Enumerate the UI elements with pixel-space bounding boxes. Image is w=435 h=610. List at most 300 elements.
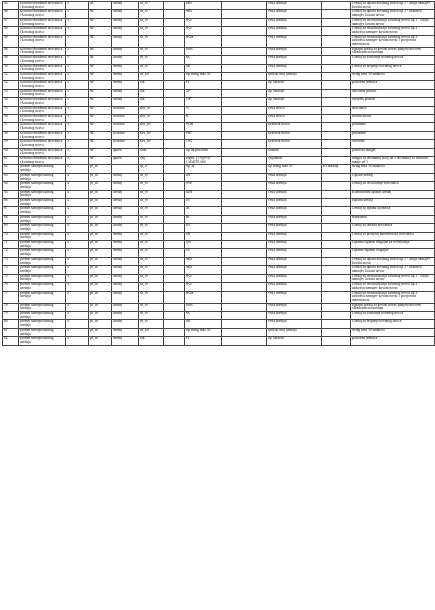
cell-d: ur_vr — [139, 35, 164, 47]
cell-c: uredaj — [112, 98, 139, 106]
cell-g — [222, 56, 267, 64]
cell-opis: promet samoposluznog uredaja — [19, 274, 66, 282]
cell-j: Uredaj za obradu novcanica — [351, 224, 435, 232]
cell-j: Uredaj za brojanje kovanog novca — [351, 64, 435, 72]
cell-i — [322, 72, 351, 80]
cell-g — [222, 199, 267, 207]
cell-opis: promet samoposluznog uredaja — [19, 312, 66, 320]
cell-g — [222, 312, 267, 320]
cell-g — [222, 98, 267, 106]
cell-a: 4 — [66, 320, 89, 328]
cell-a: 3 — [66, 10, 89, 18]
cell-f: PJ — [185, 81, 222, 89]
cell-j: poslovna jedinica — [351, 337, 435, 345]
cell-d: vrij — [139, 157, 164, 165]
table-row — [3, 35, 435, 47]
cell-num: 56. — [3, 114, 19, 122]
cell-d: ur_vr — [139, 27, 164, 35]
cell-i — [322, 81, 351, 89]
cell-f: sK — [185, 312, 222, 320]
cell-b: ab — [89, 98, 112, 106]
cell-e — [164, 157, 185, 165]
cell-a: 4 — [66, 283, 89, 291]
cell-c: kolicina — [112, 140, 139, 148]
cell-c: uredaj — [112, 173, 139, 181]
cell-d: ur_vr — [139, 10, 164, 18]
cell-a: 4 — [66, 337, 89, 345]
table-row — [3, 56, 435, 64]
cell-h: serijski broj uredaja — [267, 72, 322, 80]
cell-b: pr_ur — [89, 283, 112, 291]
cell-num: 66. — [3, 199, 19, 207]
cell-a: 4 — [66, 274, 89, 282]
cell-b: ab — [89, 131, 112, 139]
cell-b: pr_ur — [89, 303, 112, 311]
cell-a: 4 — [66, 249, 89, 257]
cell-e — [164, 10, 185, 18]
cell-d: lok — [139, 337, 164, 345]
cell-a: 3 — [66, 89, 89, 97]
cell-b: ab — [89, 157, 112, 165]
cell-opis: promet samoposluznog uredaja — [19, 283, 66, 291]
cell-b: pr_ur — [89, 257, 112, 265]
cell-c: kolicina — [112, 123, 139, 131]
cell-a: 4 — [66, 207, 89, 215]
cell-f: aN — [185, 232, 222, 240]
cell-opis: promet samoposluznog uredaja — [19, 257, 66, 265]
cell-e — [164, 47, 185, 55]
cell-f: uN — [185, 173, 222, 181]
cell-c: uredaj — [112, 2, 139, 10]
table-row — [3, 81, 435, 89]
cell-num: 51. — [3, 72, 19, 80]
cell-num: 77. — [3, 291, 19, 303]
cell-j: Uredaj za recikliranje novcanica — [351, 182, 435, 190]
cell-f: N — [185, 106, 222, 114]
cell-j: kovani novac — [351, 114, 435, 122]
cell-num: 47. — [3, 18, 19, 26]
cell-a: 3 — [66, 72, 89, 80]
cell-e — [164, 2, 185, 10]
cell-d: ur_vr — [139, 173, 164, 181]
cell-f: rKo — [185, 18, 222, 26]
cell-num: 79. — [3, 312, 19, 320]
cell-j: Uplatni uredaj — [351, 173, 435, 181]
cell-b: ab — [89, 64, 112, 72]
cell-d: ur_vr — [139, 2, 164, 10]
cell-e — [164, 199, 185, 207]
cell-j: poslovna jedinica — [351, 81, 435, 89]
cell-a: 4 — [66, 241, 89, 249]
cell-i — [322, 249, 351, 257]
cell-b: ab — [89, 72, 112, 80]
cell-c: uredaj — [112, 249, 139, 257]
cell-d: ur_vr — [139, 182, 164, 190]
cell-h: vrsta uredaja — [267, 312, 322, 320]
cell-opis: kolicina obradenih novcanica i kovanog novca — [19, 27, 66, 35]
cell-h: komadi — [267, 148, 322, 156]
cell-j: Bankomat — [351, 215, 435, 223]
cell-d: ur_vr — [139, 291, 164, 303]
cell-g — [222, 224, 267, 232]
cell-opis: promet samoposluznog uredaja — [19, 190, 66, 198]
code-list-table — [2, 1, 435, 346]
cell-h: vrsta uredaja — [267, 56, 322, 64]
cell-i — [322, 328, 351, 336]
cell-b: pr_ur — [89, 207, 112, 215]
cell-h: tip lokacije — [267, 89, 322, 97]
cell-i — [322, 18, 351, 26]
cell-c: uredaj — [112, 56, 139, 64]
cell-a: 3 — [66, 2, 89, 10]
cell-c: uredaj — [112, 257, 139, 265]
cell-g — [222, 148, 267, 156]
cell-num: 57. — [3, 123, 19, 131]
cell-opis: kolicina obradenih novcanica i kovanog novca — [19, 98, 66, 106]
cell-d: nov_kv — [139, 123, 164, 131]
cell-opis: promet samoposluznog uredaja — [19, 291, 66, 303]
cell-c: uredaj — [112, 207, 139, 215]
cell-g — [222, 207, 267, 215]
cell-c: uredaj — [112, 283, 139, 291]
cell-g — [222, 2, 267, 10]
cell-j: Uredaj za recirkuliraciju kovanog novca tip 2 - zadrzava namajev kovani novac — [351, 27, 435, 35]
cell-a: 3 — [66, 106, 89, 114]
cell-e — [164, 72, 185, 80]
cell-b: ab — [89, 10, 112, 18]
cell-c: kolicina — [112, 106, 139, 114]
cell-opis: promet samoposluznog uredaja — [19, 199, 66, 207]
cell-i — [322, 182, 351, 190]
cell-a: 4 — [66, 165, 89, 173]
cell-b: pr_ur — [89, 215, 112, 223]
cell-j: Uredaj za recirkuliraciju kovanog novca tip 3 - zadrzava namajev kovani novac i provjerava autenticnost — [351, 291, 435, 303]
cell-f: K — [185, 114, 222, 122]
cell-b: ab — [89, 148, 112, 156]
cell-a: 3 — [66, 27, 89, 35]
cell-a: 3 — [66, 140, 89, 148]
cell-i — [322, 27, 351, 35]
cell-num: 58. — [3, 131, 19, 139]
cell-h: serijski broj uredaja — [267, 328, 322, 336]
cell-a: 4 — [66, 328, 89, 336]
table-row — [3, 266, 435, 274]
cell-e — [164, 241, 185, 249]
cell-g — [222, 249, 267, 257]
cell-num: 78. — [3, 303, 19, 311]
cell-g — [222, 81, 267, 89]
cell-f: tip string max 50 — [185, 72, 222, 80]
cell-a: 4 — [66, 303, 89, 311]
cell-a: 3 — [66, 98, 89, 106]
cell-h: vrsta uredaja — [267, 182, 322, 190]
cell-e — [164, 106, 185, 114]
cell-b: ab — [89, 27, 112, 35]
cell-a: 3 — [66, 81, 89, 89]
cell-d: ur_vr — [139, 47, 164, 55]
cell-g — [222, 257, 267, 265]
cell-num: 76. — [3, 283, 19, 291]
cell-f: bK — [185, 320, 222, 328]
cell-opis: promet samoposluznog uredaja — [19, 182, 66, 190]
cell-f: kuN — [185, 190, 222, 198]
cell-i — [322, 215, 351, 223]
cell-h: vrsta uredaja — [267, 241, 322, 249]
cell-a: 3 — [66, 64, 89, 72]
cell-c: uredaj — [112, 64, 139, 72]
cell-a: 4 — [66, 257, 89, 265]
cell-h: vrsta uredaja — [267, 2, 322, 10]
cell-num: 64. — [3, 182, 19, 190]
cell-opis: promet samoposluznog uredaja — [19, 232, 66, 240]
cell-i — [322, 47, 351, 55]
cell-opis: promet samoposluznog uredaja — [19, 241, 66, 249]
cell-c: uredaj — [112, 274, 139, 282]
table-row — [3, 291, 435, 303]
cell-num: 68. — [3, 215, 19, 223]
cell-f: POH — [185, 123, 222, 131]
cell-i — [322, 199, 351, 207]
cell-d: ur_vr — [139, 257, 164, 265]
cell-opis: kolicina obradenih novcanica i kovanog novca — [19, 64, 66, 72]
cell-e — [164, 64, 185, 72]
cell-j: Isplatni uredaj — [351, 199, 435, 207]
cell-g — [222, 266, 267, 274]
cell-e — [164, 123, 185, 131]
cell-c: uredaj — [112, 224, 139, 232]
cell-h: vrsta uredaja — [267, 35, 322, 47]
cell-opis: promet samoposluznog uredaja — [19, 224, 66, 232]
cell-c: uredaj — [112, 303, 139, 311]
cell-e — [164, 81, 185, 89]
cell-j: Uredaj za sortiranje kovanog novca — [351, 312, 435, 320]
cell-e — [164, 303, 185, 311]
cell-j: Kombinirani uplatni uredaj — [351, 190, 435, 198]
cell-j: Uredaj za brojanje kovanog novca — [351, 320, 435, 328]
cell-b: pr_ur — [89, 328, 112, 336]
cell-f: nKo — [185, 10, 222, 18]
cell-b: pr_ur — [89, 291, 112, 303]
cell-opis: kolicina obradenih novcanica i kovanog novca — [19, 81, 66, 89]
cell-i — [322, 266, 351, 274]
table-row — [3, 182, 435, 190]
cell-num: 55. — [3, 106, 19, 114]
cell-c: apoen — [112, 157, 139, 165]
cell-j: pohabano — [351, 123, 435, 131]
cell-g — [222, 140, 267, 148]
cell-i — [322, 123, 351, 131]
cell-e — [164, 207, 185, 215]
cell-e — [164, 173, 185, 181]
cell-h: vrsta uredaja — [267, 199, 322, 207]
table-body — [3, 2, 435, 346]
cell-a: 4 — [66, 312, 89, 320]
cell-num: 45. — [3, 2, 19, 10]
cell-f: OP — [185, 98, 222, 106]
cell-e — [164, 224, 185, 232]
cell-h: vrsta uredaja — [267, 27, 322, 35]
cell-i — [322, 291, 351, 303]
cell-d: ur_vr — [139, 320, 164, 328]
cell-d: ur_vr — [139, 249, 164, 257]
cell-f: iB — [185, 215, 222, 223]
cell-g — [222, 215, 267, 223]
cell-i — [322, 131, 351, 139]
cell-d: ur_vr — [139, 190, 164, 198]
cell-g — [222, 328, 267, 336]
cell-num: 62. — [3, 165, 19, 173]
cell-h: vrsta uredaja — [267, 232, 322, 240]
cell-h: vrsta uredaja — [267, 215, 322, 223]
cell-opis: kolicina obradenih novcanica i kovanog novca — [19, 89, 66, 97]
cell-f: PRI — [185, 131, 222, 139]
cell-g — [222, 320, 267, 328]
cell-g — [222, 283, 267, 291]
cell-opis: kolicina obradenih novcanica i kovanog novca — [19, 148, 66, 156]
cell-c: uredaj — [112, 241, 139, 249]
cell-opis: kolicina obradenih novcanica i kovanog novca — [19, 72, 66, 80]
cell-h: vrsta uredaja — [267, 64, 322, 72]
cell-c: uredaj — [112, 182, 139, 190]
cell-c: uredaj — [112, 312, 139, 320]
cell-b: pr_ur — [89, 165, 112, 173]
cell-i — [322, 2, 351, 10]
cell-i — [322, 224, 351, 232]
cell-num: 72. — [3, 249, 19, 257]
cell-d: kom — [139, 148, 164, 156]
cell-f: ZP — [185, 89, 222, 97]
cell-j: zatvoreni prostor — [351, 89, 435, 97]
cell-g — [222, 123, 267, 131]
cell-opis: kolicina obradenih novcanica i kovanog novca — [19, 157, 66, 165]
cell-e — [164, 257, 185, 265]
cell-j: Uplatno isplatni blagajne za recikliranje — [351, 241, 435, 249]
cell-f: regex: [1-9][0-9]*(,\d\d)?|0,\d\d — [185, 157, 222, 165]
cell-c: uredaj — [112, 328, 139, 336]
cell-i — [322, 35, 351, 47]
cell-h: kvaliteta novca — [267, 131, 322, 139]
cell-opis: promet samoposluznog uredaja — [19, 303, 66, 311]
cell-d: nov_vr — [139, 106, 164, 114]
cell-e — [164, 232, 185, 240]
cell-f: nKo — [185, 2, 222, 10]
cell-i — [322, 64, 351, 72]
cell-j: prikladno — [351, 131, 435, 139]
cell-g — [222, 64, 267, 72]
cell-j: string max 50 znakova — [351, 72, 435, 80]
cell-num: 49. — [3, 56, 19, 64]
cell-f: rNb — [185, 182, 222, 190]
cell-c: kolicina — [112, 131, 139, 139]
cell-a: 3 — [66, 47, 89, 55]
cell-e — [164, 27, 185, 35]
cell-opis: promet samoposluznog uredaja — [19, 328, 66, 336]
cell-e — [164, 328, 185, 336]
cell-num: 69. — [3, 224, 19, 232]
cell-h: vrsta uredaja — [267, 249, 322, 257]
cell-opis: kolicina obradenih novcanica i kovanog novca — [19, 123, 66, 131]
cell-j: Isplatni uredaj za kovani novac punjeni novcem obradenim na uredaju — [351, 303, 435, 311]
cell-num: 46. — [3, 10, 19, 18]
cell-i — [322, 10, 351, 18]
cell-num: 49. — [3, 35, 19, 47]
cell-d: ur_vr — [139, 274, 164, 282]
cell-d: ur_vr — [139, 241, 164, 249]
cell-opis: promet samoposluznog uredaja — [19, 320, 66, 328]
cell-opis: kolicina obradenih novcanica i kovanog novca — [19, 2, 66, 10]
cell-f: tip_uf — [185, 165, 222, 173]
cell-b: pr_ur — [89, 241, 112, 249]
cell-num: 60. — [3, 148, 19, 156]
cell-f: rKo — [185, 283, 222, 291]
cell-g — [222, 35, 267, 47]
cell-opis: promet samoposluznog uredaja — [19, 165, 66, 173]
cell-a: 4 — [66, 224, 89, 232]
cell-h: vrsta uredaja — [267, 257, 322, 265]
cell-num: 54. — [3, 98, 19, 106]
cell-num: 74. — [3, 266, 19, 274]
cell-e — [164, 283, 185, 291]
cell-e — [164, 337, 185, 345]
cell-f: sN — [185, 224, 222, 232]
cell-num: 81. — [3, 328, 19, 336]
cell-a: 4 — [66, 266, 89, 274]
cell-num: 59. — [3, 140, 19, 148]
cell-e — [164, 131, 185, 139]
cell-e — [164, 249, 185, 257]
cell-i — [322, 114, 351, 122]
cell-a: 4 — [66, 173, 89, 181]
cell-d: nov_kv — [139, 140, 164, 148]
cell-c: uredaj — [112, 320, 139, 328]
cell-opis: promet samoposluznog uredaja — [19, 215, 66, 223]
cell-d: ur_vr — [139, 283, 164, 291]
cell-h: vrsta uredaja — [267, 18, 322, 26]
cell-a: 4 — [66, 232, 89, 240]
cell-b: pr_ur — [89, 224, 112, 232]
cell-a: 3 — [66, 131, 89, 139]
cell-d: ur_vr — [139, 207, 164, 215]
table-row — [3, 337, 435, 345]
cell-j: pozitivni integer — [351, 148, 435, 156]
cell-opis: promet samoposluznog uredaja — [19, 337, 66, 345]
cell-j: Uredaj za uplatu kovanog novca tip 1 - odlija namajev kovani novac — [351, 2, 435, 10]
cell-g — [222, 190, 267, 198]
cell-d: ur_vr — [139, 266, 164, 274]
cell-j: Uredaj za recirkuliraciju kovanog novca tip 2 - zadrzava namajev kovani novac — [351, 283, 435, 291]
cell-i: ID uredaja — [322, 165, 351, 173]
cell-f: rKoa — [185, 35, 222, 47]
cell-c: uredaj — [112, 337, 139, 345]
cell-opis: promet samoposluznog uredaja — [19, 173, 66, 181]
cell-g — [222, 157, 267, 165]
cell-d: nov_vr — [139, 114, 164, 122]
cell-c: uredaj — [112, 81, 139, 89]
cell-d: ur_vr — [139, 303, 164, 311]
cell-opis: kolicina obradenih novcanica i kovanog novca — [19, 131, 66, 139]
cell-h: tip string max 50 — [267, 165, 322, 173]
cell-b: pr_ur — [89, 337, 112, 345]
cell-b: pr_ur — [89, 274, 112, 282]
cell-j: string max 50 znakova — [351, 165, 435, 173]
cell-a: 3 — [66, 35, 89, 47]
cell-num: 82. — [3, 337, 19, 345]
cell-i — [322, 337, 351, 345]
cell-e — [164, 56, 185, 64]
cell-d: lok — [139, 89, 164, 97]
cell-num: 70. — [3, 232, 19, 240]
cell-opis: kolicina obradenih novcanica i kovanog novca — [19, 10, 66, 18]
